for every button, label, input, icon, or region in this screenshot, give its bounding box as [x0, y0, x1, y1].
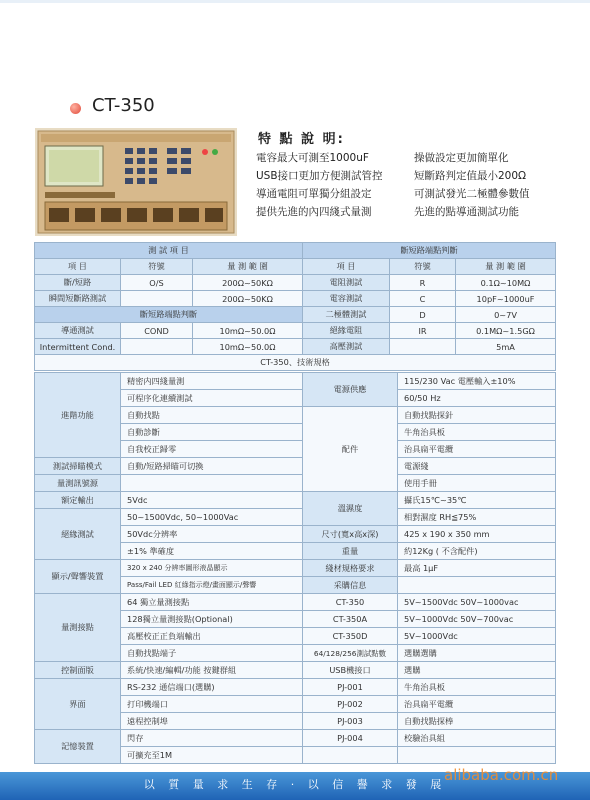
table-cell: D: [390, 307, 456, 323]
table-cell: 校驗治具組: [398, 730, 556, 747]
table-cell: 二極體測試: [303, 307, 390, 323]
table-cell: R: [390, 275, 456, 291]
section-header: 斷短路端點判斷: [303, 243, 556, 259]
row-label: 額定輸出: [35, 492, 121, 509]
table-cell: 200Ω~50KΩ: [193, 291, 303, 307]
table-cell: 自動/短路掃瞄可切換: [121, 458, 303, 475]
table-cell: USB機接口: [303, 662, 398, 679]
table-cell: 60/50 Hz: [398, 390, 556, 407]
table-cell: 可擴充至1M: [121, 747, 303, 764]
table-cell: 50~1500Vdc, 50~1000Vac: [121, 509, 303, 526]
table-cell: 128獨立量測接點(Optional): [121, 611, 303, 628]
table-cell: [121, 475, 303, 492]
section-header: 測 試 項 目: [35, 243, 303, 259]
column-header: 項 目: [35, 259, 121, 275]
table-cell: 5Vdc: [121, 492, 303, 509]
row-label: 綫材規格要求: [303, 560, 398, 577]
table-cell: 自動找點探針: [398, 407, 556, 424]
table-cell: 0.1MΩ~1.5GΩ: [456, 323, 556, 339]
table-cell: 攝氏15℃~35℃: [398, 492, 556, 509]
column-header: 量 測 範 圍: [193, 259, 303, 275]
table-cell: 320 x 240 分辨率圖形液晶顯示: [121, 560, 303, 577]
table-cell: IR: [390, 323, 456, 339]
features-title: 特 點 說 明:: [258, 132, 345, 147]
table-cell: 約12Kg ( 不含配件): [398, 543, 556, 560]
table-cell: 導通測試: [35, 323, 121, 339]
row-label: 尺寸(寬x高x深): [303, 526, 398, 543]
feature-item: USB接口更加方便測試管控: [256, 170, 383, 182]
table-cell: 精密内四綫量測: [121, 373, 303, 390]
column-header: 符號: [390, 259, 456, 275]
row-label: 配件: [303, 407, 398, 492]
table-cell: [398, 577, 556, 594]
table-cell: 115/230 Vac 電壓輸入±10%: [398, 373, 556, 390]
table-cell: 牛角治具板: [398, 679, 556, 696]
table-cell: PJ-001: [303, 679, 398, 696]
row-label: 進階功能: [35, 373, 121, 458]
table-cell: RS-232 通信端口(選購): [121, 679, 303, 696]
row-label: 界面: [35, 679, 121, 730]
feature-item: 電容最大可測至1000uF: [256, 152, 369, 164]
table-cell: [303, 747, 398, 764]
table-cell: 治具扁平電纜: [398, 441, 556, 458]
table-cell: 自動找點探棒: [398, 713, 556, 730]
table-cell: ±1% 準確度: [121, 543, 303, 560]
row-label: 記憶裝置: [35, 730, 121, 764]
table-cell: CT-350A: [303, 611, 398, 628]
table-cell: 自動找點端子: [121, 645, 303, 662]
column-header: 量 測 範 圍: [456, 259, 556, 275]
watermark: alibaba.com.cn: [444, 766, 559, 784]
table-cell: 自動找點: [121, 407, 303, 424]
device-photo: [35, 128, 237, 236]
table-cell: PJ-002: [303, 696, 398, 713]
table-cell: [121, 339, 193, 355]
row-label: 絕緣測試: [35, 509, 121, 560]
table-cell: 64 獨立量測接點: [121, 594, 303, 611]
table-cell: [398, 747, 556, 764]
table-cell: 高壓測試: [303, 339, 390, 355]
model-title: CT-350: [92, 95, 155, 116]
table-cell: 高壓校正正負端輸出: [121, 628, 303, 645]
table-cell: 使用手冊: [398, 475, 556, 492]
row-label: 溫濕度: [303, 492, 398, 526]
table-cell: C: [390, 291, 456, 307]
table-cell: 瞬間短斷路測試: [35, 291, 121, 307]
table-cell: 50Vdc分辨率: [121, 526, 303, 543]
table-cell: CT-350: [303, 594, 398, 611]
table-cell: 斷/短路: [35, 275, 121, 291]
row-label: 控制面版: [35, 662, 121, 679]
table-cell: O/S: [121, 275, 193, 291]
table-cell: 絕緣電阻: [303, 323, 390, 339]
table-cell: 電容測試: [303, 291, 390, 307]
table-cell: PJ-003: [303, 713, 398, 730]
row-label: 顯示/聲響裝置: [35, 560, 121, 594]
feature-item: 先進的點導通測試功能: [414, 206, 519, 218]
table-cell: 10mΩ~50.0Ω: [193, 323, 303, 339]
top-strip: [0, 0, 590, 3]
table-cell: [390, 339, 456, 355]
table-cell: 相對濕度 RH≦75%: [398, 509, 556, 526]
footer-slogan: 以 質 量 求 生 存 · 以 信 譽 求 發 展: [143, 778, 447, 791]
table-cell: 遠程控制埠: [121, 713, 303, 730]
table-cell: 自動診斷: [121, 424, 303, 441]
table-cell: 425 x 190 x 350 mm: [398, 526, 556, 543]
table-cell: 64/128/256測試點數: [303, 645, 398, 662]
table-cell: 200Ω~50KΩ: [193, 275, 303, 291]
table-cell: 5V~1000Vdc 50V~700vac: [398, 611, 556, 628]
table-cell: 10mΩ~50.0Ω: [193, 339, 303, 355]
table-cell: 系統/快速/編輯/功能 按鍵群組: [121, 662, 303, 679]
spec-title: CT-350、技術規格: [35, 355, 556, 371]
table-cell: Pass/Fail LED 紅綠指示燈/畫面顯示/聲響: [121, 577, 303, 594]
feature-item: 操做設定更加簡單化: [414, 152, 509, 164]
table-cell: 最高 1μF: [398, 560, 556, 577]
table-cell: 0~7V: [456, 307, 556, 323]
table-cell: CT-350D: [303, 628, 398, 645]
features-list: [256, 150, 576, 220]
row-label: 重量: [303, 543, 398, 560]
table-cell: PJ-004: [303, 730, 398, 747]
table-cell: 電阻測試: [303, 275, 390, 291]
feature-item: 提供先進的內四綫式量測: [256, 206, 372, 218]
table-cell: 閃存: [121, 730, 303, 747]
table-cell: 電源綫: [398, 458, 556, 475]
feature-item: 可測試發光二極體參數值: [414, 188, 530, 200]
test-items-table: [34, 242, 556, 371]
row-label: 量測訊號源: [35, 475, 121, 492]
table-cell: 可程序化連續測試: [121, 390, 303, 407]
table-cell: 5V~1000Vdc: [398, 628, 556, 645]
column-header: 項 目: [303, 259, 390, 275]
table-cell: Intermittent Cond.: [35, 339, 121, 355]
table-cell: 打印機端口: [121, 696, 303, 713]
table-cell: [121, 291, 193, 307]
table-cell: 5mA: [456, 339, 556, 355]
table-cell: COND: [121, 323, 193, 339]
feature-item: 導通電阻可單獨分組設定: [256, 188, 372, 200]
row-label: 采購信息: [303, 577, 398, 594]
row-label: 量測接點: [35, 594, 121, 662]
column-header: 符號: [121, 259, 193, 275]
table-cell: 10pF~1000uF: [456, 291, 556, 307]
table-cell: 選購: [398, 662, 556, 679]
section-header: 斷短路端點判斷: [35, 307, 303, 323]
bullet-icon: [70, 103, 81, 114]
feature-item: 短斷路判定值最小200Ω: [414, 170, 527, 182]
table-cell: 牛角治具板: [398, 424, 556, 441]
table-cell: 自我校正歸零: [121, 441, 303, 458]
table-cell: 選購選購: [398, 645, 556, 662]
table-cell: 治具扁平電纜: [398, 696, 556, 713]
table-cell: 0.1Ω~10MΩ: [456, 275, 556, 291]
row-label: 電源供應: [303, 373, 398, 407]
spec-table: [34, 372, 556, 764]
table-cell: 5V~1500Vdc 50V~1000vac: [398, 594, 556, 611]
row-label: 測試掃瞄模式: [35, 458, 121, 475]
